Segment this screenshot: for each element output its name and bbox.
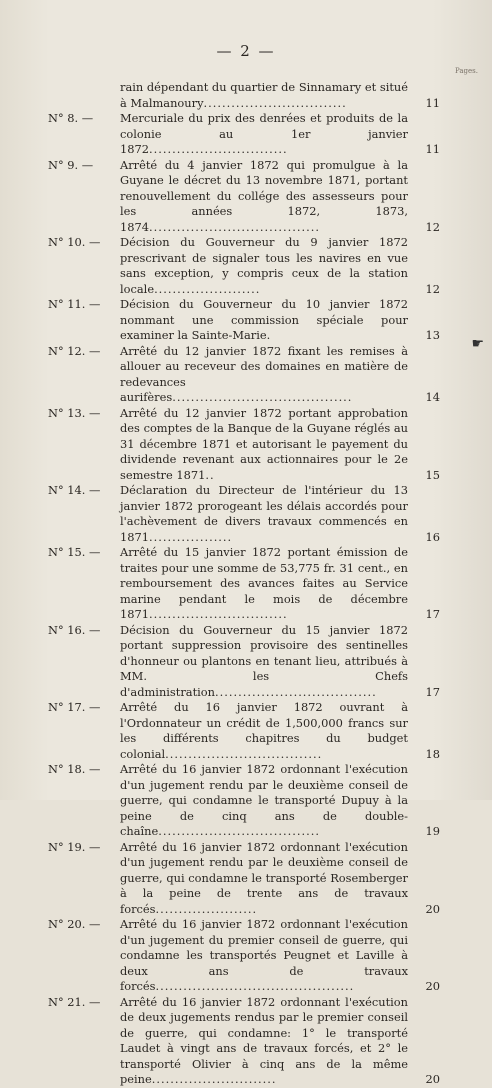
entry-text: Arrêté du 16 janvier 1872 ouvrant à l'Ordonnateur un crédit de 1,500,000 francs sur les différents chapitres du budget colonial (120, 700, 408, 761)
entry-text: Arrêté du 12 janvier 1872 fixant les remises à allouer au receveur des domaines en matière de redevances aurifères (120, 343, 408, 404)
entry-number: N° 10. — (48, 235, 101, 249)
entry-text: Déclaration du Directeur de l'intérieur du 13 janvier 1872 prorogeant les délais accordés pour l'achèvement de divers travaux commencés en 1871 (120, 483, 408, 544)
entry-text: rain dépendant du quartier de Sinnamary et situé à Malmanoury (120, 80, 408, 110)
entry-page: 18 (425, 746, 440, 761)
leader-dots: ............................... (203, 95, 347, 110)
leader-dots: ........................... (151, 1072, 277, 1086)
entry-text: Décision du Gouverneur du 15 janvier 1872 portant suppression provisoire des sentinelles d'honneur ou plantons en tenant lieu, attribués à MM. les Chefs d'administration (120, 622, 408, 699)
toc-entry (40, 623, 440, 701)
entry-page: 14 (425, 390, 440, 404)
page-number-header: — 2 — (216, 42, 276, 60)
entry-page: 17 (425, 684, 440, 699)
entry-text: Décision du Gouverneur du 10 janvier 1872 nommant une commission spéciale pour examiner la Sainte-Marie. (120, 297, 408, 342)
toc-entry (40, 483, 440, 545)
entry-text: Arrêté du 16 janvier 1872 ordonnant l'exécution d'un jugement rendu par le deuxième conseil de guerre, qui condamne le transporté Dupuy à la peine de cinq ans de double-chaîne (120, 762, 408, 838)
entry-text: Mercuriale du prix des denrées et produits de la colonie au 1er janvier 1872 (120, 111, 408, 156)
leader-dots: ....................... (154, 281, 261, 296)
entry-number: N° 14. — (48, 483, 101, 497)
toc-entry (40, 995, 440, 1088)
toc-entry (40, 158, 440, 236)
toc-entry (40, 80, 440, 111)
entry-number: N° 15. — (48, 545, 101, 559)
leader-dots: .................................. (165, 746, 323, 761)
pages-column-label: Pages. (454, 67, 478, 75)
entry-number: N° 21. — (48, 994, 101, 1009)
entry-number: N° 12. — (48, 343, 101, 358)
margin-mark-icon: ☛ (471, 336, 484, 352)
entry-number: N° 8. — (48, 111, 94, 125)
entry-page: 12 (425, 281, 440, 296)
entry-page: 19 (425, 824, 440, 838)
toc-entry (40, 111, 440, 158)
entry-page: 20 (425, 979, 440, 993)
entry-page: 17 (425, 607, 440, 621)
entry-text: Arrêté du 16 janvier 1872 ordonnant l'exécution d'un jugement du premier conseil de guerre, qui condamne les transportés Peugnet et Laville à deux ans de travaux forcés (120, 917, 408, 993)
toc-entry (40, 297, 440, 344)
leader-dots: ...................... (155, 901, 258, 916)
entry-number: N° 18. — (48, 762, 101, 776)
toc-entry (40, 762, 440, 840)
entry-number: N° 9. — (48, 157, 94, 172)
entry-page: 11 (425, 142, 440, 156)
leader-dots: ........................................... (155, 979, 355, 993)
toc-entry (40, 344, 440, 406)
entry-text: Arrêté du 4 janvier 1872 qui promulgue à la Guyane le décret du 13 novembre 1871, portant renouvellement du collége des assesseurs pour les années 1872, 1873, 1874 (120, 157, 408, 234)
toc-entry (40, 700, 440, 762)
entry-page: 16 (425, 529, 440, 544)
entry-text: Arrêté du 16 janvier 1872 ordonnant l'exécution d'un jugement rendu par le deuxième conseil de guerre, qui condamne le transporté Rosemberger à la peine de trente ans de travaux forcés (120, 839, 408, 916)
entry-text: Arrêté du 12 janvier 1872 portant approbation des comptes de la Banque de la Guyane réglés au 31 décembre 1871 et autorisant le payement du dividende revenant aux actionnaires pour le 2e semestre 1871 (120, 405, 408, 482)
entry-page: 20 (425, 1072, 440, 1086)
entry-text: Décision du Gouverneur du 9 janvier 1872 prescrivant de signaler tous les navires en vue sans exception, y compris ceux de la station locale (120, 235, 408, 296)
toc-entry (40, 917, 440, 995)
entry-page: 12 (425, 219, 440, 234)
leader-dots: .............................. (149, 607, 288, 621)
leader-dots: ..................................... (149, 219, 320, 234)
leader-dots: ................................... (215, 684, 377, 699)
entry-number: N° 19. — (48, 839, 101, 854)
entry-page: 20 (425, 901, 440, 916)
entry-number: N° 17. — (48, 700, 101, 714)
entry-page: 11 (425, 95, 440, 110)
entry-page: 15 (425, 467, 440, 482)
entry-number: N° 16. — (48, 622, 101, 637)
table-of-contents (40, 80, 440, 1088)
entry-number: N° 13. — (48, 405, 101, 420)
toc-entry (40, 545, 440, 623)
toc-entry (40, 406, 440, 484)
toc-entry (40, 840, 440, 918)
leader-dots: .. (205, 467, 215, 482)
leader-dots: .................. (149, 529, 233, 544)
entry-number: N° 20. — (48, 917, 101, 931)
leader-dots: ................................... (158, 824, 320, 838)
entry-text: Arrêté du 15 janvier 1872 portant émission de traites pour une somme de 53,775 fr. 31 cent., en remboursement des avances faites au Service marine pendant le mois de décembre 1871 (120, 545, 408, 621)
entry-page: 13 (425, 328, 440, 342)
entry-text: Arrêté du 16 janvier 1872 ordonnant l'exécution de deux jugements rendus par le premier conseil de guerre, qui condamne: 1° le transporté Laudet à vingt ans de travaux forcés, et 2° le transporté Olivier à cinq ans de la même peine (120, 994, 408, 1086)
entry-number: N° 11. — (48, 297, 101, 311)
leader-dots: ....................................... (172, 390, 353, 404)
toc-entry (40, 235, 440, 297)
leader-dots: .............................. (149, 142, 288, 156)
